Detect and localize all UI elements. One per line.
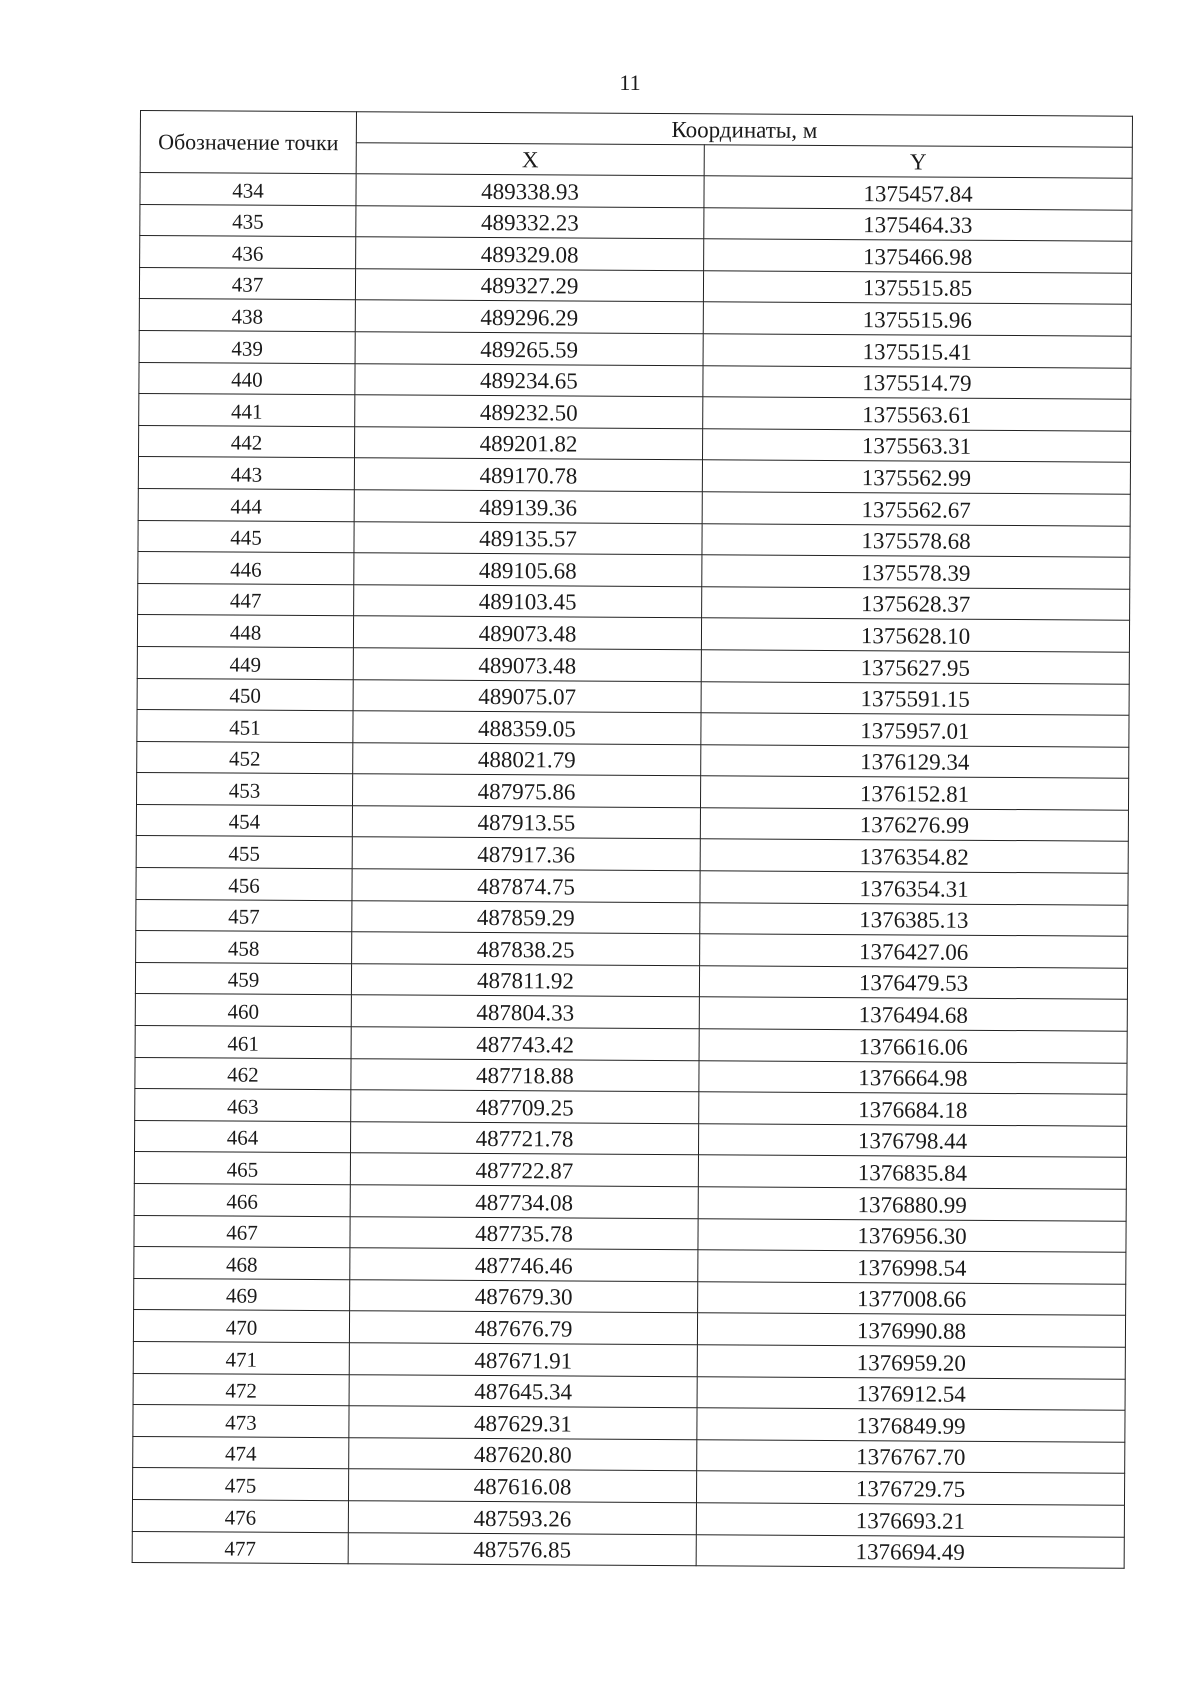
cell-y: 1375514.79 — [703, 365, 1131, 399]
cell-point: 459 — [135, 962, 351, 995]
cell-point: 449 — [137, 646, 353, 679]
cell-point: 448 — [137, 615, 353, 648]
cell-point: 452 — [137, 741, 353, 774]
cell-x: 489075.07 — [353, 679, 701, 713]
cell-x: 487722.87 — [350, 1153, 698, 1187]
cell-point: 470 — [133, 1310, 349, 1343]
cell-y: 1376354.82 — [700, 839, 1128, 873]
table-header — [140, 111, 1132, 179]
cell-y: 1376129.34 — [701, 744, 1129, 778]
cell-x: 489201.82 — [354, 426, 702, 460]
cell-point: 437 — [139, 267, 355, 300]
cell-y: 1376354.31 — [700, 871, 1128, 905]
cell-point: 473 — [133, 1405, 349, 1438]
cell-x: 489327.29 — [355, 269, 703, 303]
cell-point: 453 — [137, 773, 353, 806]
cell-x: 489103.45 — [354, 584, 702, 618]
cell-point: 458 — [136, 931, 352, 964]
cell-point: 472 — [133, 1373, 349, 1406]
cell-x: 487620.80 — [349, 1437, 697, 1471]
cell-point: 471 — [133, 1341, 349, 1374]
cell-y: 1377008.66 — [698, 1282, 1126, 1316]
cell-x: 487811.92 — [351, 964, 699, 998]
header-x: X — [356, 143, 704, 176]
coordinates-table — [132, 110, 1133, 1569]
cell-y: 1376479.53 — [699, 966, 1127, 1000]
cell-point: 436 — [140, 236, 356, 269]
header-y: Y — [704, 145, 1132, 178]
cell-point: 469 — [134, 1278, 350, 1311]
cell-point: 474 — [133, 1436, 349, 1469]
cell-y: 1375515.85 — [703, 271, 1131, 305]
cell-y: 1375515.41 — [703, 334, 1131, 368]
cell-x: 489265.59 — [355, 332, 703, 366]
cell-x: 489329.08 — [356, 237, 704, 271]
cell-point: 460 — [135, 994, 351, 1027]
header-row-top — [140, 111, 1132, 148]
cell-x: 487735.78 — [350, 1216, 698, 1250]
cell-point: 441 — [139, 394, 355, 427]
cell-y: 1375957.01 — [701, 713, 1129, 747]
cell-y: 1376427.06 — [700, 934, 1128, 968]
table-row — [132, 1531, 1124, 1568]
cell-y: 1375464.33 — [704, 207, 1132, 241]
cell-point: 443 — [138, 457, 354, 490]
cell-x: 487616.08 — [348, 1469, 696, 1503]
cell-point: 468 — [134, 1247, 350, 1280]
cell-y: 1376616.06 — [699, 1029, 1127, 1063]
cell-point: 450 — [137, 678, 353, 711]
cell-point: 445 — [138, 520, 354, 553]
cell-point: 457 — [136, 899, 352, 932]
cell-x: 489296.29 — [355, 300, 703, 334]
cell-x: 487975.86 — [352, 774, 700, 808]
cell-point: 475 — [132, 1468, 348, 1501]
cell-y: 1376849.99 — [697, 1408, 1125, 1442]
cell-point: 440 — [139, 362, 355, 395]
cell-y: 1376835.84 — [698, 1155, 1126, 1189]
cell-x: 487917.36 — [352, 837, 700, 871]
cell-point: 464 — [134, 1120, 350, 1153]
cell-x: 487746.46 — [350, 1248, 698, 1282]
cell-x: 487913.55 — [352, 806, 700, 840]
header-coordinates: Координаты, м — [356, 112, 1132, 147]
cell-x: 489139.36 — [354, 490, 702, 524]
cell-x: 487676.79 — [349, 1311, 697, 1345]
cell-x: 487645.34 — [349, 1374, 697, 1408]
cell-point: 435 — [140, 204, 356, 237]
cell-x: 487838.25 — [352, 932, 700, 966]
cell-point: 439 — [139, 330, 355, 363]
cell-x: 487804.33 — [351, 995, 699, 1029]
cell-y: 1376798.44 — [698, 1124, 1126, 1158]
cell-point: 476 — [132, 1499, 348, 1532]
cell-y: 1376693.21 — [696, 1503, 1124, 1537]
cell-y: 1376990.88 — [697, 1313, 1125, 1347]
cell-y: 1376912.54 — [697, 1376, 1125, 1410]
cell-point: 465 — [134, 1152, 350, 1185]
cell-y: 1376959.20 — [697, 1345, 1125, 1379]
cell-point: 477 — [132, 1531, 348, 1564]
page-number: 11 — [619, 70, 641, 95]
cell-y: 1376880.99 — [698, 1187, 1126, 1221]
cell-y: 1375466.98 — [704, 239, 1132, 273]
cell-y: 1376767.70 — [697, 1439, 1125, 1473]
header-point-designation: Обозначение точки — [140, 111, 356, 174]
cell-x: 488359.05 — [353, 711, 701, 745]
cell-point: 461 — [135, 1026, 351, 1059]
cell-point: 462 — [135, 1057, 351, 1090]
cell-x: 487593.26 — [348, 1501, 696, 1535]
cell-point: 455 — [136, 836, 352, 869]
cell-x: 487671.91 — [349, 1343, 697, 1377]
cell-x: 487859.29 — [352, 900, 700, 934]
cell-y: 1376956.30 — [698, 1218, 1126, 1252]
cell-y: 1375578.68 — [702, 523, 1130, 557]
cell-y: 1375563.31 — [702, 428, 1130, 462]
cell-x: 489135.57 — [354, 521, 702, 555]
cell-point: 442 — [139, 425, 355, 458]
cell-y: 1375562.67 — [702, 492, 1130, 526]
cell-x: 489232.50 — [355, 395, 703, 429]
cell-x: 489073.48 — [353, 648, 701, 682]
cell-x: 489105.68 — [354, 553, 702, 587]
cell-point: 466 — [134, 1183, 350, 1216]
cell-point: 434 — [140, 173, 356, 206]
cell-y: 1375627.95 — [701, 650, 1129, 684]
cell-y: 1376684.18 — [699, 1092, 1127, 1126]
cell-y: 1375515.96 — [703, 302, 1131, 336]
cell-x: 487576.85 — [348, 1532, 696, 1566]
cell-y: 1375591.15 — [701, 681, 1129, 715]
cell-x: 487709.25 — [351, 1090, 699, 1124]
cell-y: 1376664.98 — [699, 1060, 1127, 1094]
cell-point: 451 — [137, 710, 353, 743]
cell-point: 438 — [139, 299, 355, 332]
cell-point: 456 — [136, 868, 352, 901]
cell-y: 1375563.61 — [703, 397, 1131, 431]
cell-point: 447 — [138, 583, 354, 616]
table-body — [132, 173, 1132, 1569]
cell-x: 489234.65 — [355, 363, 703, 397]
cell-x: 487874.75 — [352, 869, 700, 903]
cell-y: 1375628.37 — [702, 586, 1130, 620]
cell-point: 454 — [136, 804, 352, 837]
cell-y: 1375457.84 — [704, 176, 1132, 210]
cell-point: 446 — [138, 552, 354, 585]
cell-x: 487629.31 — [349, 1406, 697, 1440]
cell-x: 487721.78 — [350, 1122, 698, 1156]
cell-y: 1376729.75 — [696, 1471, 1124, 1505]
cell-point: 444 — [138, 488, 354, 521]
cell-x: 487743.42 — [351, 1027, 699, 1061]
cell-x: 488021.79 — [353, 742, 701, 776]
cell-x: 487718.88 — [351, 1058, 699, 1092]
cell-y: 1376494.68 — [699, 997, 1127, 1031]
cell-y: 1376385.13 — [700, 902, 1128, 936]
cell-x: 489332.23 — [356, 205, 704, 239]
cell-point: 467 — [134, 1215, 350, 1248]
cell-y: 1376998.54 — [698, 1250, 1126, 1284]
cell-x: 487679.30 — [350, 1280, 698, 1314]
cell-x: 487734.08 — [350, 1185, 698, 1219]
cell-y: 1375578.39 — [702, 555, 1130, 589]
cell-y: 1376276.99 — [700, 808, 1128, 842]
cell-x: 489073.48 — [353, 616, 701, 650]
cell-y: 1375562.99 — [702, 460, 1130, 494]
cell-x: 489170.78 — [354, 458, 702, 492]
cell-y: 1375628.10 — [701, 618, 1129, 652]
cell-point: 463 — [135, 1089, 351, 1122]
cell-y: 1376152.81 — [700, 776, 1128, 810]
cell-x: 489338.93 — [356, 174, 704, 208]
cell-y: 1376694.49 — [696, 1534, 1124, 1568]
